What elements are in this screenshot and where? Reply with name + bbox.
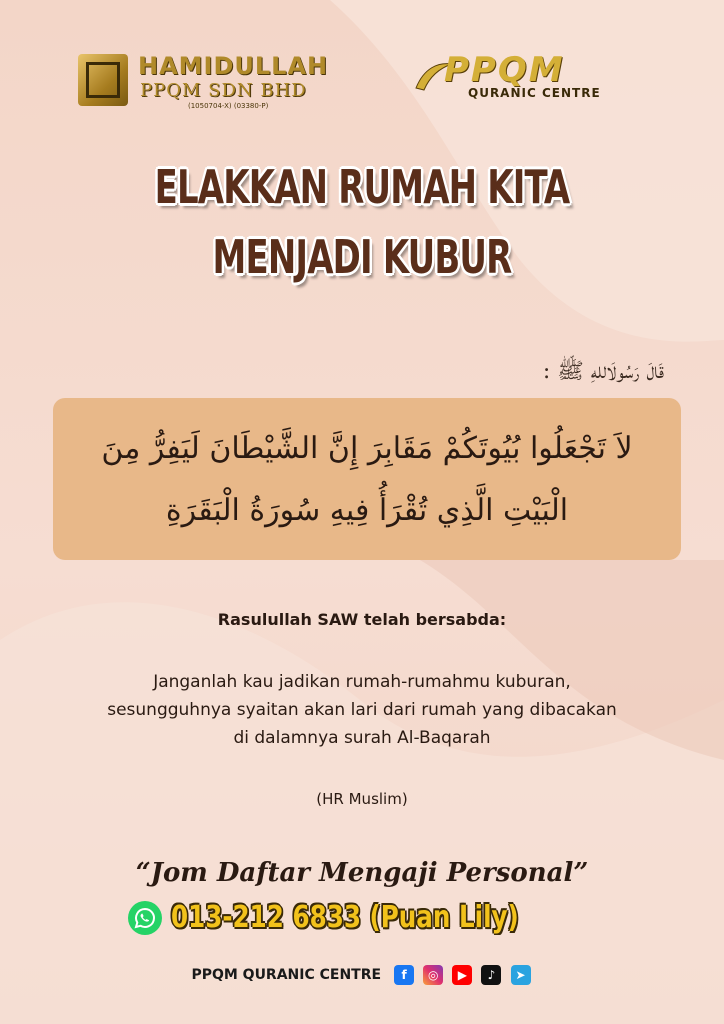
arabic-qala: قَالَ رَسُولَاللهِ ﷺ : [542, 359, 664, 384]
hamidullah-subtitle: PPQM SDN BHD [140, 80, 307, 101]
ppqm-subtitle: QURANIC CENTRE [468, 86, 601, 100]
translation-line-1: Janganlah kau jadikan rumah-rumahmu kuburan, [153, 672, 571, 692]
footer-label: PPQM QURANIC CENTRE [191, 966, 382, 983]
instagram-icon[interactable]: ◎ [423, 965, 443, 985]
headline-line-1: ELAKKAN RUMAH KITA [154, 160, 570, 214]
telegram-icon[interactable]: ➤ [511, 965, 531, 985]
translation-line-3: di dalamnya surah Al-Baqarah [233, 728, 491, 748]
youtube-icon[interactable]: ▶ [452, 965, 472, 985]
whatsapp-icon[interactable] [128, 901, 162, 935]
hamidullah-name: HAMIDULLAH [138, 52, 329, 80]
hamidullah-logo [78, 52, 329, 112]
ppqm-logo [414, 52, 640, 108]
facebook-icon[interactable]: f [394, 965, 414, 985]
footer [0, 964, 724, 985]
translation-text [40, 668, 684, 752]
headline-line-2: MENJADI KUBUR [212, 230, 512, 284]
cta-slogan: “Jom Daftar Mengaji Personal” [135, 858, 589, 888]
contact-row[interactable] [0, 900, 724, 935]
ppqm-name: PPQM [444, 50, 565, 90]
phone-number[interactable]: 013-212 6833 (Puan Lily) [171, 900, 520, 935]
hamidullah-registration: (1050704-X) (03380-P) [188, 102, 269, 110]
tiktok-icon[interactable]: ♪ [481, 965, 501, 985]
translation-line-2: sesungguhnya syaitan akan lari dari rumah yang dibacakan [107, 700, 617, 720]
hadith-box [53, 398, 681, 560]
hadith-source: (HR Muslim) [316, 790, 408, 808]
arabic-hadith: لاَ تَجْعَلُوا بُيُوتَكُمْ مَقَابِرَ إِنَّ الشَّيْطَانَ لَيَفِرُّ مِنَ الْبَيْتِ الَّذِي تُقْرَأُ فِيهِ سُورَةُ الْبَقَرَةِ [101, 431, 633, 528]
translation-intro: Rasulullah SAW telah bersabda: [217, 610, 507, 629]
kufi-emblem-icon [78, 54, 128, 106]
